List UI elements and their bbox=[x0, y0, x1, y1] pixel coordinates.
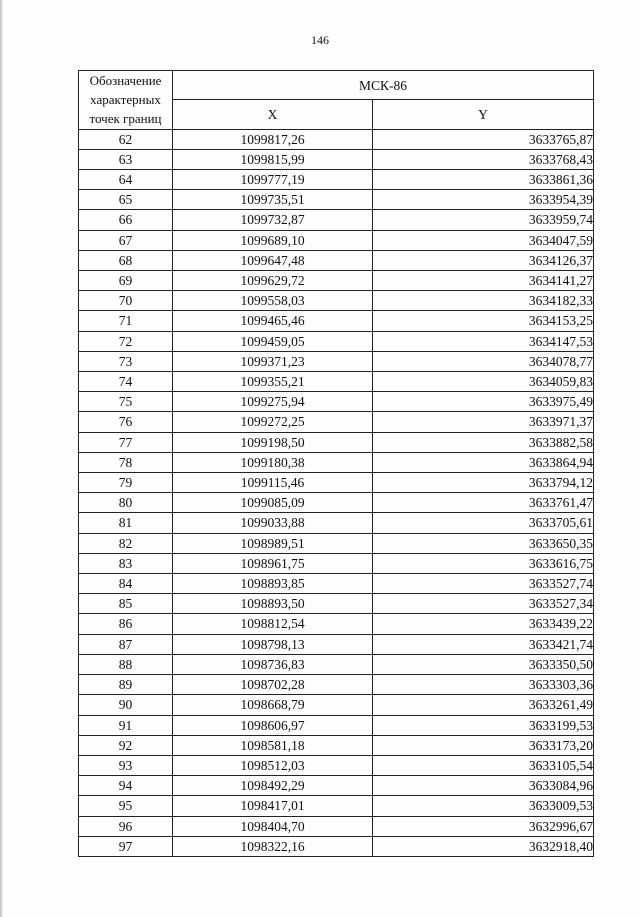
x-cell: 1099735,51 bbox=[173, 190, 373, 210]
point-cell: 69 bbox=[79, 271, 173, 291]
y-cell: 3633084,96 bbox=[373, 776, 594, 796]
y-cell: 3633650,35 bbox=[373, 533, 594, 553]
table-row bbox=[79, 654, 594, 674]
y-cell: 3633527,74 bbox=[373, 574, 594, 594]
x-cell: 1099272,25 bbox=[173, 412, 373, 432]
y-cell: 3634126,37 bbox=[373, 250, 594, 270]
point-cell: 83 bbox=[79, 553, 173, 573]
table-row bbox=[79, 291, 594, 311]
x-cell: 1098404,70 bbox=[173, 816, 373, 836]
y-cell: 3633439,22 bbox=[373, 614, 594, 634]
table-row bbox=[79, 816, 594, 836]
x-cell: 1098961,75 bbox=[173, 553, 373, 573]
table-row bbox=[79, 715, 594, 735]
point-cell: 73 bbox=[79, 351, 173, 371]
x-cell: 1099355,21 bbox=[173, 372, 373, 392]
table-row bbox=[79, 149, 594, 169]
y-cell: 3634182,33 bbox=[373, 291, 594, 311]
point-cell: 96 bbox=[79, 816, 173, 836]
point-cell: 63 bbox=[79, 149, 173, 169]
point-cell: 94 bbox=[79, 776, 173, 796]
y-cell: 3634059,83 bbox=[373, 372, 594, 392]
table-row bbox=[79, 129, 594, 149]
y-cell: 3634153,25 bbox=[373, 311, 594, 331]
point-cell: 78 bbox=[79, 452, 173, 472]
y-cell: 3633975,49 bbox=[373, 392, 594, 412]
table-row bbox=[79, 392, 594, 412]
table-row bbox=[79, 776, 594, 796]
y-cell: 3633705,61 bbox=[373, 513, 594, 533]
table-row bbox=[79, 473, 594, 493]
x-cell: 1099459,05 bbox=[173, 331, 373, 351]
point-label-header: Обозначение характерных точек границ bbox=[79, 71, 173, 130]
table-row bbox=[79, 190, 594, 210]
y-cell: 3633527,34 bbox=[373, 594, 594, 614]
point-cell: 66 bbox=[79, 210, 173, 230]
point-cell: 76 bbox=[79, 412, 173, 432]
y-cell: 3633765,87 bbox=[373, 129, 594, 149]
point-cell: 85 bbox=[79, 594, 173, 614]
x-cell: 1098798,13 bbox=[173, 634, 373, 654]
x-cell: 1098322,16 bbox=[173, 836, 373, 856]
point-cell: 91 bbox=[79, 715, 173, 735]
point-cell: 77 bbox=[79, 432, 173, 452]
table-row bbox=[79, 432, 594, 452]
x-cell: 1099033,88 bbox=[173, 513, 373, 533]
x-cell: 1099085,09 bbox=[173, 493, 373, 513]
point-cell: 82 bbox=[79, 533, 173, 553]
x-cell: 1098893,50 bbox=[173, 594, 373, 614]
x-cell: 1098417,01 bbox=[173, 796, 373, 816]
table-row bbox=[79, 311, 594, 331]
x-cell: 1099689,10 bbox=[173, 230, 373, 250]
point-cell: 81 bbox=[79, 513, 173, 533]
point-cell: 90 bbox=[79, 695, 173, 715]
point-cell: 80 bbox=[79, 493, 173, 513]
y-cell: 3632996,67 bbox=[373, 816, 594, 836]
y-cell: 3633959,74 bbox=[373, 210, 594, 230]
y-cell: 3633882,58 bbox=[373, 432, 594, 452]
page-number: 146 bbox=[311, 33, 329, 47]
table-row bbox=[79, 574, 594, 594]
x-cell: 1099115,46 bbox=[173, 473, 373, 493]
point-cell: 92 bbox=[79, 735, 173, 755]
y-cell: 3633009,53 bbox=[373, 796, 594, 816]
point-cell: 67 bbox=[79, 230, 173, 250]
x-cell: 1099465,46 bbox=[173, 311, 373, 331]
y-cell: 3633616,75 bbox=[373, 553, 594, 573]
table-row bbox=[79, 210, 594, 230]
point-cell: 62 bbox=[79, 129, 173, 149]
table-row bbox=[79, 614, 594, 634]
point-cell: 68 bbox=[79, 250, 173, 270]
x-cell: 1099275,94 bbox=[173, 392, 373, 412]
y-cell: 3633861,36 bbox=[373, 170, 594, 190]
table-row bbox=[79, 836, 594, 856]
y-column-header: Y bbox=[373, 100, 594, 129]
y-cell: 3634141,27 bbox=[373, 271, 594, 291]
point-cell: 64 bbox=[79, 170, 173, 190]
point-cell: 71 bbox=[79, 311, 173, 331]
x-cell: 1098812,54 bbox=[173, 614, 373, 634]
y-cell: 3633173,20 bbox=[373, 735, 594, 755]
table-row bbox=[79, 271, 594, 291]
point-cell: 86 bbox=[79, 614, 173, 634]
point-cell: 89 bbox=[79, 675, 173, 695]
x-cell: 1099558,03 bbox=[173, 291, 373, 311]
point-cell: 75 bbox=[79, 392, 173, 412]
table-row bbox=[79, 230, 594, 250]
y-cell: 3633350,50 bbox=[373, 654, 594, 674]
x-cell: 1099198,50 bbox=[173, 432, 373, 452]
table-row bbox=[79, 493, 594, 513]
table-row bbox=[79, 594, 594, 614]
point-cell: 88 bbox=[79, 654, 173, 674]
point-cell: 70 bbox=[79, 291, 173, 311]
table-row bbox=[79, 796, 594, 816]
y-cell: 3633761,47 bbox=[373, 493, 594, 513]
x-cell: 1099180,38 bbox=[173, 452, 373, 472]
table-row bbox=[79, 695, 594, 715]
x-cell: 1099815,99 bbox=[173, 149, 373, 169]
y-cell: 3633303,36 bbox=[373, 675, 594, 695]
y-cell: 3633421,74 bbox=[373, 634, 594, 654]
table-row bbox=[79, 452, 594, 472]
point-cell: 79 bbox=[79, 473, 173, 493]
table-row bbox=[79, 351, 594, 371]
y-cell: 3634147,53 bbox=[373, 331, 594, 351]
x-cell: 1099629,72 bbox=[173, 271, 373, 291]
table-row bbox=[79, 513, 594, 533]
scan-edge-shadow bbox=[0, 0, 3, 917]
point-cell: 97 bbox=[79, 836, 173, 856]
y-cell: 3632918,40 bbox=[373, 836, 594, 856]
coordinates-table bbox=[78, 70, 594, 857]
y-cell: 3634078,77 bbox=[373, 351, 594, 371]
point-cell: 65 bbox=[79, 190, 173, 210]
table-row bbox=[79, 250, 594, 270]
x-cell: 1099777,19 bbox=[173, 170, 373, 190]
point-cell: 84 bbox=[79, 574, 173, 594]
x-cell: 1098581,18 bbox=[173, 735, 373, 755]
y-cell: 3633261,49 bbox=[373, 695, 594, 715]
table-row bbox=[79, 331, 594, 351]
y-cell: 3634047,59 bbox=[373, 230, 594, 250]
x-cell: 1098668,79 bbox=[173, 695, 373, 715]
table-row bbox=[79, 735, 594, 755]
y-cell: 3633954,39 bbox=[373, 190, 594, 210]
table-row bbox=[79, 755, 594, 775]
x-cell: 1098702,28 bbox=[173, 675, 373, 695]
coordinate-system-header: МСК-86 bbox=[173, 71, 594, 100]
y-cell: 3633199,53 bbox=[373, 715, 594, 735]
x-cell: 1098512,03 bbox=[173, 755, 373, 775]
y-cell: 3633105,54 bbox=[373, 755, 594, 775]
table-row bbox=[79, 170, 594, 190]
table-row bbox=[79, 675, 594, 695]
x-cell: 1099647,48 bbox=[173, 250, 373, 270]
x-cell: 1098989,51 bbox=[173, 533, 373, 553]
table-row bbox=[79, 553, 594, 573]
table-row bbox=[79, 412, 594, 432]
x-cell: 1098606,97 bbox=[173, 715, 373, 735]
point-cell: 72 bbox=[79, 331, 173, 351]
x-cell: 1099817,26 bbox=[173, 129, 373, 149]
point-cell: 87 bbox=[79, 634, 173, 654]
table-row bbox=[79, 533, 594, 553]
x-cell: 1099732,87 bbox=[173, 210, 373, 230]
point-cell: 74 bbox=[79, 372, 173, 392]
x-cell: 1098492,29 bbox=[173, 776, 373, 796]
x-cell: 1099371,23 bbox=[173, 351, 373, 371]
y-cell: 3633768,43 bbox=[373, 149, 594, 169]
table-row bbox=[79, 372, 594, 392]
y-cell: 3633794,12 bbox=[373, 473, 594, 493]
x-column-header: X bbox=[173, 100, 373, 129]
y-cell: 3633864,94 bbox=[373, 452, 594, 472]
point-cell: 93 bbox=[79, 755, 173, 775]
y-cell: 3633971,37 bbox=[373, 412, 594, 432]
x-cell: 1098736,83 bbox=[173, 654, 373, 674]
point-cell: 95 bbox=[79, 796, 173, 816]
x-cell: 1098893,85 bbox=[173, 574, 373, 594]
table-row bbox=[79, 634, 594, 654]
